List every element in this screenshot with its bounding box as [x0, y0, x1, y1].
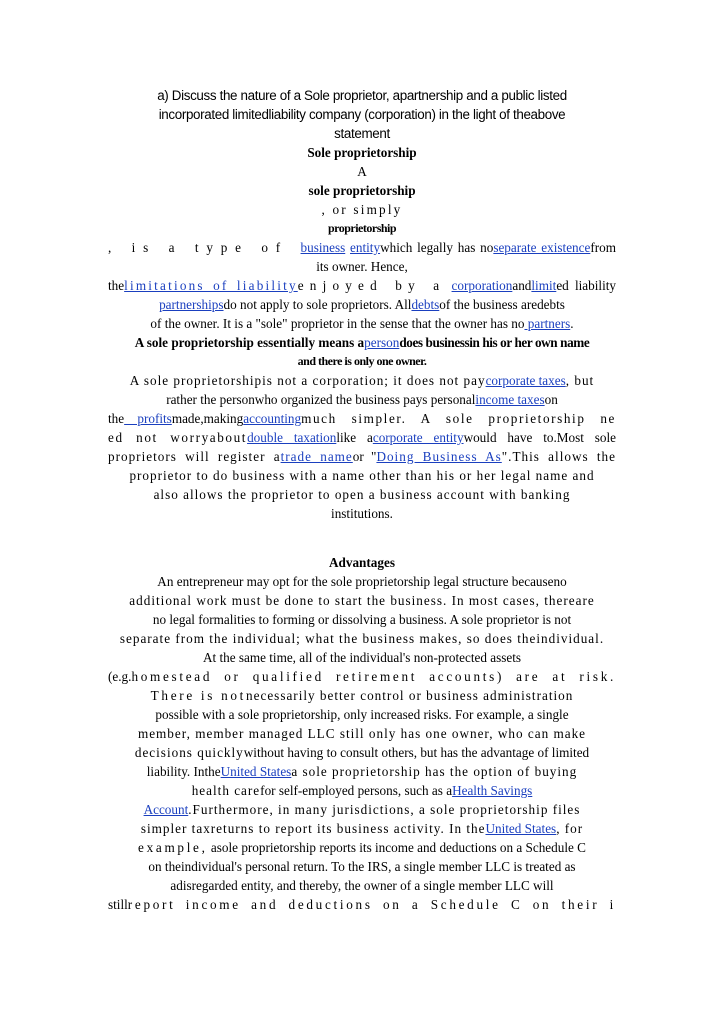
text-run: still [108, 897, 128, 912]
text-run: homestead or qualified retirement accounts) are at risk. [131, 669, 616, 684]
link-trade-name[interactable]: trade name [280, 449, 353, 464]
link-accounting[interactable]: accounting [243, 411, 302, 426]
link-entity[interactable]: entity [350, 240, 381, 255]
paragraph-2-line-2: and there is only one owner. [297, 354, 427, 368]
link-united-states-2[interactable]: United States [485, 821, 557, 836]
text-run: on [544, 392, 558, 407]
text-run: of the owner. It is a "sole" proprietor in the sense that the owner has no [150, 316, 525, 331]
text-run: does businessin his or her own name [399, 335, 590, 350]
proprietorship-term: proprietorship [327, 221, 397, 235]
paragraph-4-line-12 [108, 781, 616, 800]
text-run: would have to.Most sole [463, 430, 616, 445]
paragraph-4-line-6 [108, 667, 616, 686]
paragraph-4-line-4: separate from the individual; what the business makes, so does theindividual. [119, 631, 605, 646]
text-run: A sole proprietorshipis not a corporation; it does not pay [129, 373, 486, 388]
text-run: (e.g. [108, 669, 132, 684]
paragraph-4-line-10 [108, 743, 616, 762]
paragraph-4-line-13 [108, 800, 616, 819]
text-run: , for [556, 821, 584, 836]
paragraph-4-line-7 [108, 686, 616, 705]
link-corporation[interactable]: corporation [451, 278, 513, 293]
text-run: for self-employed persons, such as a [260, 783, 453, 798]
link-corporate-entity[interactable]: corporate entity [372, 430, 464, 445]
section-heading-advantages: Advantages [329, 555, 395, 570]
paragraph-3-line-6: proprietor to do business with a name other than his or her legal name and [129, 468, 595, 483]
text-run: A sole proprietorship essentially means a [134, 335, 365, 350]
text-run: a sole proprietorship has the option of buying [291, 764, 578, 779]
text-run: ed liability [556, 278, 616, 293]
text-run: proprietors will register a [108, 449, 281, 464]
sub-heading-sole-proprietorship: sole proprietorship [308, 183, 416, 198]
link-business[interactable]: business [300, 240, 346, 255]
paragraph-4-line-15 [108, 838, 616, 857]
document-body [108, 86, 616, 914]
paragraph-4-line-8: possible with a sole proprietorship, only increased risks. For example, a single [155, 707, 569, 722]
question-line-1: a) Discuss the nature of a Sole proprietor, apartnership and a public listed [157, 88, 567, 103]
link-limit[interactable]: limit [531, 278, 557, 293]
link-limitations-of-liability[interactable]: limitations of liability [124, 278, 298, 293]
link-account[interactable]: Account [143, 802, 189, 817]
link-partnerships[interactable]: partnerships [159, 297, 224, 312]
link-health-savings[interactable]: Health Savings [452, 783, 533, 798]
paragraph-4-line-1: An entrepreneur may opt for the sole proprietorship legal structure becauseno [157, 574, 567, 589]
text-run: simpler taxreturns to report its business activity. In the [140, 821, 486, 836]
link-person[interactable]: person [364, 335, 400, 350]
text-run: and [512, 278, 532, 293]
text-run: the [108, 411, 125, 426]
text-run: much simpler. A sole proprietorship ne [301, 411, 616, 426]
section-heading-sole-proprietorship: Sole proprietorship [307, 145, 417, 160]
text-run: example, [138, 840, 208, 855]
paragraph-3-line-8: institutions. [331, 506, 393, 521]
link-separate-existence[interactable]: separate existence [493, 240, 591, 255]
text-run: necessarily better control or business administration [246, 688, 574, 703]
paragraph-4-line-11 [108, 762, 616, 781]
text-run: health care [191, 783, 261, 798]
question-line-3: statement [334, 126, 390, 141]
text-run: .Furthermore, in many jurisdictions, a sole proprietorship files [188, 802, 581, 817]
paragraph-1-line-4 [108, 295, 616, 314]
paragraph-3-line-3 [108, 409, 616, 428]
text-run: asole proprietorship reports its income and deductions on a Schedule C [207, 840, 586, 855]
paragraph-1-line-2: its owner. Hence, [316, 259, 408, 274]
text-run: . [570, 316, 574, 331]
paragraph-4-line-18 [108, 895, 616, 914]
link-debts[interactable]: debts [411, 297, 440, 312]
text-run: without having to consult others, but has the advantage of limited [243, 745, 590, 760]
paragraph-3-line-2 [108, 390, 616, 409]
link-income-taxes[interactable]: income taxes [475, 392, 545, 407]
text-run: report income and deductions on a Schedule C on their i [127, 897, 616, 912]
text-run: , is a type of [108, 240, 301, 255]
spacer [108, 523, 616, 553]
paragraph-1-line-3 [108, 276, 616, 295]
link-double-taxation[interactable]: double taxation [247, 430, 337, 445]
text-run: the [108, 278, 125, 293]
or-simply-line: , or simply [321, 202, 403, 217]
paragraph-4-line-5: At the same time, all of the individual's non-protected assets [202, 650, 522, 665]
paragraph-4-line-17: adisregarded entity, and thereby, the owner of a single member LLC will [170, 878, 554, 893]
text-run: made,making [171, 411, 244, 426]
paragraph-4-line-3: no legal formalities to forming or dissolving a business. A sole proprietor is not [152, 612, 572, 627]
text-run: decisions quickly [134, 745, 244, 760]
text-run: There is not [150, 688, 247, 703]
text-run: do not apply to sole proprietors. All [223, 297, 412, 312]
text-run: which legally has no [380, 240, 494, 255]
link-doing-business-as[interactable]: Doing Business As [376, 449, 502, 464]
letter-a: A [357, 164, 367, 179]
question-line-2: incorporated limitedliability company (corporation) in the light of theabove [158, 107, 566, 122]
paragraph-4-line-2: additional work must be done to start the business. In most cases, thereare [129, 593, 595, 608]
paragraph-4-line-16: on theindividual's personal return. To the IRS, a single member LLC is treated as [148, 859, 576, 874]
text-run: ed not worryabout [108, 430, 248, 445]
paragraph-4-line-14 [108, 819, 616, 838]
paragraph-1-line-5 [108, 314, 616, 333]
link-united-states[interactable]: United States [220, 764, 292, 779]
text-run: ".This allows the [501, 449, 616, 464]
text-run: enjoyed by a [297, 278, 446, 293]
paragraph-3-line-1 [108, 371, 616, 390]
text-run: from [590, 240, 616, 255]
paragraph-4-line-9: member, member managed LLC still only has one owner, who can make [137, 726, 587, 741]
paragraph-3-line-7: also allows the proprietor to open a business account with banking [153, 487, 571, 502]
link-partners[interactable]: partners [524, 316, 571, 331]
text-run: like a [336, 430, 373, 445]
link-corporate-taxes[interactable]: corporate taxes [485, 373, 566, 388]
paragraph-3-line-5 [108, 447, 616, 466]
text-run: , but [565, 373, 595, 388]
text-run: of the business aredebts [439, 297, 565, 312]
paragraph-3-line-4 [108, 428, 616, 447]
paragraph-1-line-1 [108, 238, 616, 257]
paragraph-2-line-1 [108, 333, 616, 352]
link-profits[interactable]: profits [124, 411, 172, 426]
text-run: liability. Inthe [146, 764, 221, 779]
text-run: rather the personwho organized the business pays personal [166, 392, 476, 407]
text-run: or " [352, 449, 377, 464]
